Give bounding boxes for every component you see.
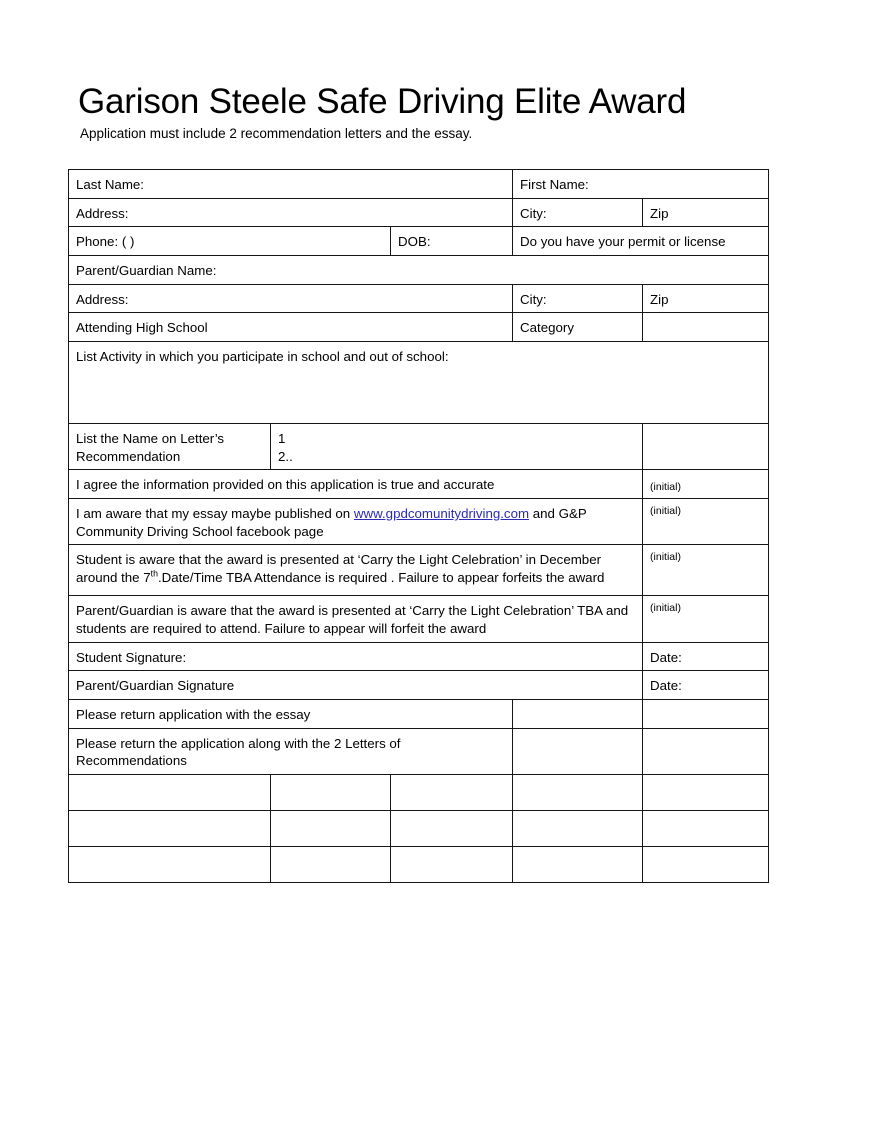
blank-cell[interactable] [69,811,271,847]
field-phone[interactable] [69,227,391,256]
table-row-acknowledgement-4 [69,596,769,642]
table-row-phone-dob-permit [69,227,769,256]
return-instruction-1-col3[interactable] [643,700,769,729]
letter-entry-2: 2.. [278,448,293,464]
acknowledgement-1-initial-cell[interactable] [643,470,769,499]
address-label: Address: [76,205,129,221]
student-date-label: Date: [650,649,682,665]
acknowledgement-2-text-cell [69,499,643,545]
table-row-activities [69,342,769,424]
first-name-label: First Name: [520,177,589,192]
parent-guardian-name-label: Parent/Guardian Name: [76,263,217,279]
acknowledgement-2-initial-cell[interactable] [643,499,769,545]
parent-date-label: Date: [650,678,682,694]
blank-cell[interactable] [271,847,391,883]
letters-label-line2: Recommendation [76,448,181,464]
field-student-zip[interactable] [643,198,769,227]
letters-extra-cell[interactable] [643,424,769,470]
city-label: City: [520,205,547,221]
field-permit-license[interactable] [513,227,769,256]
blank-cell[interactable] [69,775,271,811]
return-instruction-2-col2[interactable] [513,728,643,774]
acknowledgement-4-initial-cell[interactable] [643,596,769,642]
table-row-blank-3 [69,847,769,883]
acknowledgement-3-text-cell [69,545,643,596]
student-signature-label: Student Signature: [76,649,187,665]
field-category-label [513,313,643,342]
blank-cell[interactable] [643,811,769,847]
initial-label: (initial) [650,481,681,494]
return-instruction-2-text: Please return the application along with the 2 Letters of Recommendations [76,735,401,769]
attending-high-school-label: Attending High School [76,320,208,336]
acknowledgement-3-text-part1: Student is aware that the award is presented at ‘Carry the Light Celebration’ in December around the 7 [76,552,602,586]
activities-prompt: List Activity in which you participate in school and out of school: [76,349,449,365]
acknowledgement-4-text-cell [69,596,643,642]
blank-cell[interactable] [513,775,643,811]
initial-label: (initial) [650,551,681,564]
table-row-student-signature [69,642,769,671]
acknowledgement-3-superscript: th [150,568,158,579]
blank-cell[interactable] [271,811,391,847]
return-instruction-1-text: Please return application with the essay [76,707,311,723]
field-guardian-address[interactable] [69,284,513,313]
blank-cell[interactable] [643,775,769,811]
letters-label-cell [69,424,271,470]
acknowledgement-3-initial-cell[interactable] [643,545,769,596]
acknowledgement-3-text-part2: .Date/Time TBA Attendance is required . Failure to appear forfeits the award [157,570,605,586]
gpd-community-driving-link[interactable]: www.gpdcomunitydriving.com [353,506,530,522]
blank-cell[interactable] [643,847,769,883]
blank-cell[interactable] [69,847,271,883]
acknowledgement-1-text-cell [69,470,643,499]
field-parent-signature[interactable] [69,671,643,700]
field-student-signature[interactable] [69,642,643,671]
field-guardian-zip[interactable] [643,284,769,313]
acknowledgement-1-text: I agree the information provided on this application is true and accurate [76,477,495,493]
acknowledgement-2-text-after-link: and G&P Community Driving School facebook page [76,506,587,539]
application-form-table [68,169,769,883]
phone-label: Phone: ( ) [76,234,135,250]
table-row-blank-1 [69,775,769,811]
field-first-name[interactable] [513,170,769,199]
table-row-acknowledgement-2 [69,499,769,545]
letters-label-line1: List the Name on Letter’s [76,431,225,447]
document-heading [78,82,778,142]
table-row-student-address [69,198,769,227]
blank-cell[interactable] [391,811,513,847]
blank-cell[interactable] [391,775,513,811]
page-title: Garison Steele Safe Driving Elite Award [78,82,687,121]
return-instruction-1-text-cell [69,700,513,729]
guardian-address-label: Address: [76,291,129,307]
return-instruction-2-col3[interactable] [643,728,769,774]
table-row-blank-2 [69,811,769,847]
return-instruction-2-text-cell [69,728,513,774]
guardian-zip-label: Zip [650,291,669,307]
field-student-address[interactable] [69,198,513,227]
table-row-school-category [69,313,769,342]
dob-label: DOB: [398,234,431,250]
blank-cell[interactable] [513,811,643,847]
field-dob[interactable] [391,227,513,256]
last-name-label: Last Name: [76,177,144,192]
field-last-name[interactable] [69,170,513,199]
parent-signature-label: Parent/Guardian Signature [76,678,235,694]
blank-cell[interactable] [513,847,643,883]
blank-cell[interactable] [271,775,391,811]
acknowledgement-2-text-before-link: I am aware that my essay maybe published on [76,506,354,522]
table-row-parent-signature [69,671,769,700]
letter-entry-1: 1 [278,431,286,447]
initial-label: (initial) [650,602,681,615]
blank-cell[interactable] [391,847,513,883]
return-instruction-1-col2[interactable] [513,700,643,729]
field-student-city[interactable] [513,198,643,227]
field-parent-signature-date[interactable] [643,671,769,700]
field-category-value[interactable] [643,313,769,342]
field-guardian-city[interactable] [513,284,643,313]
field-attending-high-school[interactable] [69,313,513,342]
field-parent-guardian-name[interactable] [69,256,769,285]
table-row-acknowledgement-1 [69,470,769,499]
guardian-city-label: City: [520,291,547,307]
table-row-last-first-name [69,170,769,199]
letters-entries-cell[interactable] [271,424,643,470]
zip-label: Zip [650,205,669,221]
table-row-return-instruction-1 [69,700,769,729]
table-row-letters-recommendation [69,424,769,470]
permit-license-label: Do you have your permit or license [520,234,726,250]
field-student-signature-date[interactable] [643,642,769,671]
acknowledgement-4-text: Parent/Guardian is aware that the award is presented at ‘Carry the Light Celebration’ TBA and students are required to attend. Failure to appear will forfeit the award [76,603,629,637]
table-row-return-instruction-2 [69,728,769,774]
table-row-guardian-address [69,284,769,313]
table-row-acknowledgement-3 [69,545,769,596]
initial-label: (initial) [650,505,681,518]
field-activities[interactable] [69,342,769,424]
table-row-parent-guardian-name [69,256,769,285]
page-subtitle: Application must include 2 recommendation letters and the essay. [80,126,473,142]
category-label: Category [520,320,574,336]
